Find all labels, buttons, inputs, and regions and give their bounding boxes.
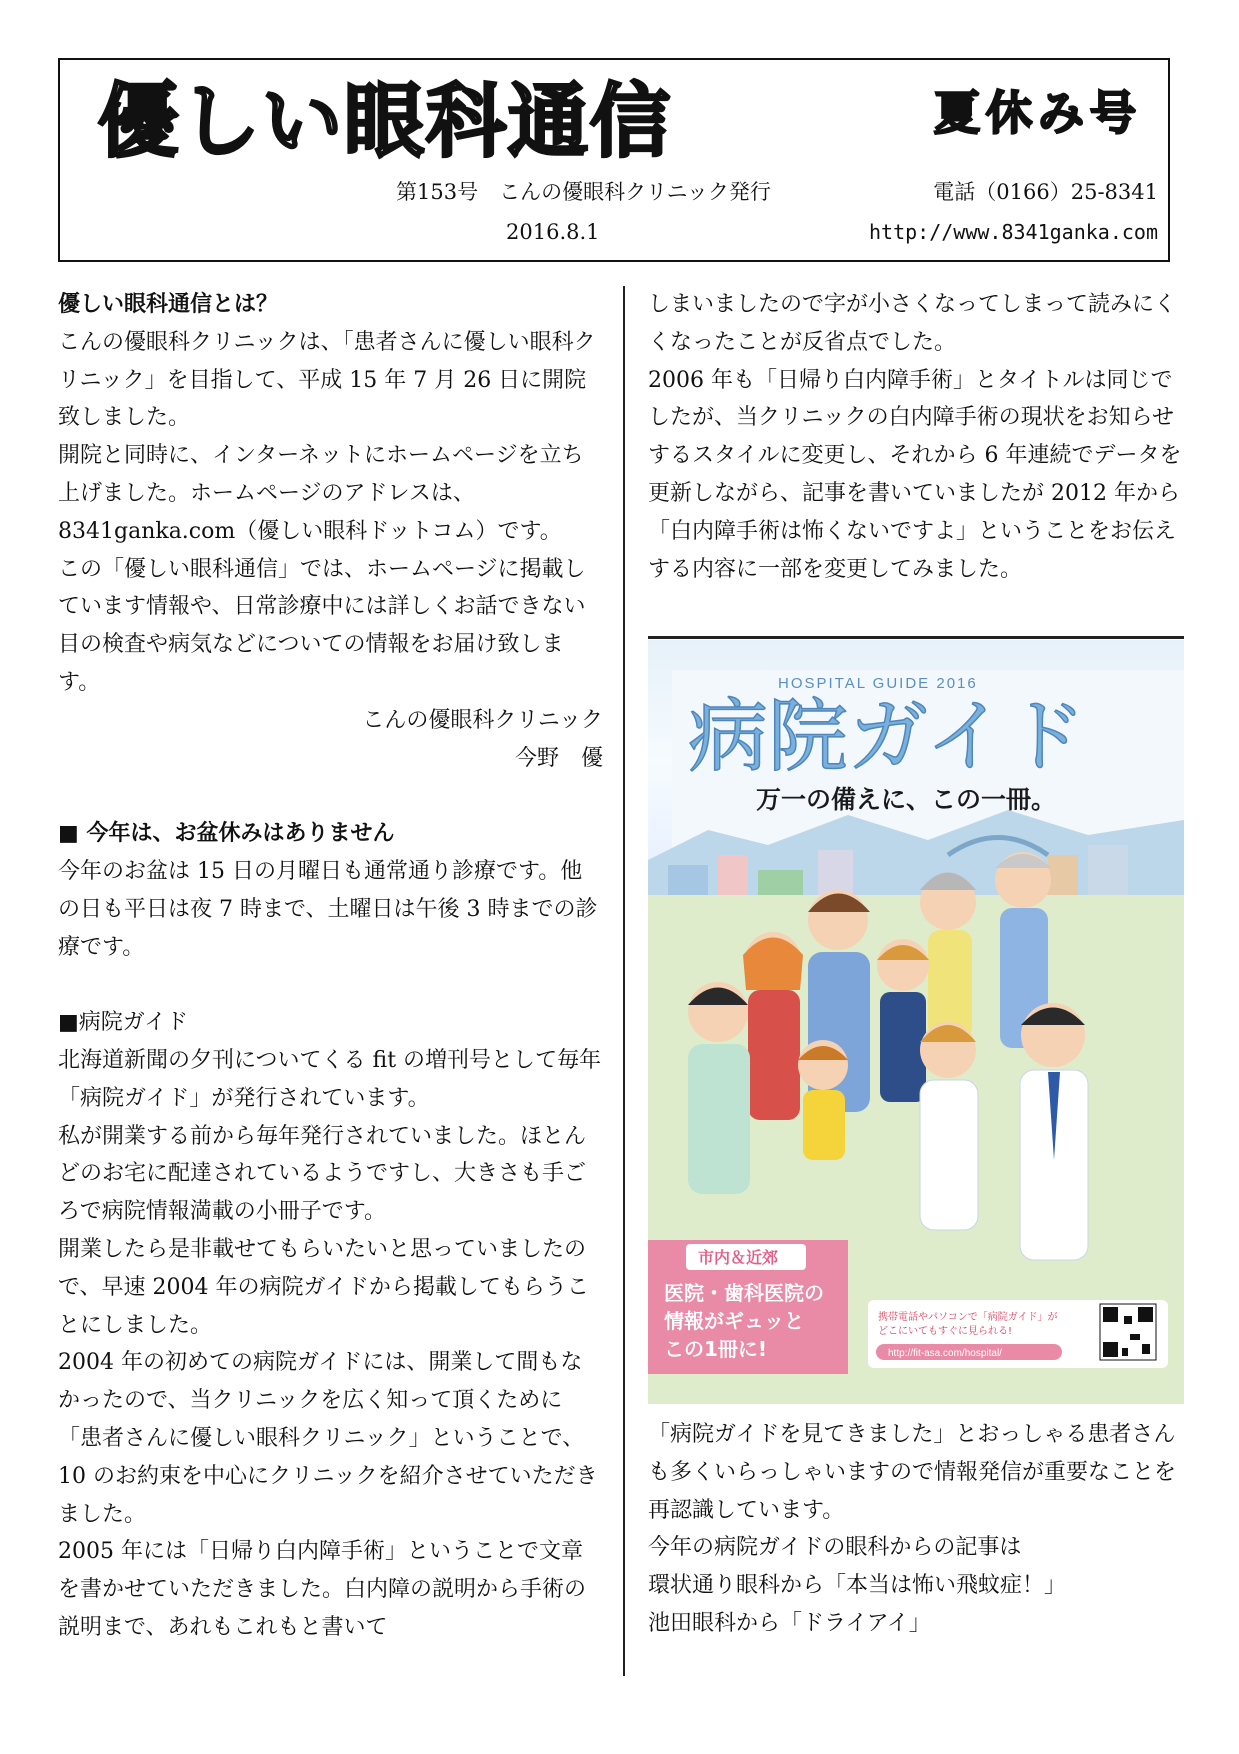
caption-line: 環状通り眼科から「本当は怖い飛蚊症！」 (648, 1573, 1067, 1599)
guide-paragraph: 2005 年には「日帰り白内障手術」ということで文章を書かせていただきました。白内障の説明から手術の説明まで、あれもこれもと書いて (58, 1539, 587, 1640)
masthead (58, 58, 1170, 262)
cover-promo-line: 情報がギュッと (664, 1309, 804, 1333)
guide-paragraph: 2004 年の初めての病院ガイドには、開業して間もなかったので、当クリニックを広く知って頂くために「患者さんに優しい眼科クリニック」ということで、10 のお約束を中心にクリニックを紹介させていただきました。 (58, 1350, 598, 1527)
cover-tagline: 万一の備えに、この一冊。 (756, 785, 1057, 814)
image-top-rule (648, 636, 1184, 639)
signature-name: 今野 優 (514, 745, 603, 771)
cover-promo-line: この1冊に! (664, 1337, 768, 1361)
cover-promo-line: 医院・歯科医院の (664, 1281, 824, 1305)
intro-paragraph: こんの優眼科クリニックは、「患者さんに優しい眼科クリニック」を目指して、平成 15 年 7 月 26 日に開院致しました。 (58, 329, 596, 431)
continued-paragraph: しまいましたので字が小さくなってしまって読みにくくなったことが反省点でした。 (648, 292, 1177, 355)
cover-photo (648, 640, 1184, 1404)
guide-paragraph: 開業したら是非載せてもらいたいと思っていましたので、早速 2004 年の病院ガイドから掲載してもらうことにしました。 (58, 1236, 589, 1338)
signature-clinic: こんの優眼科クリニック (362, 707, 603, 733)
guide-paragraph: 私が開業する前から毎年発行されていました。ほとんどのお宅に配達されているようですし、大きさも手ごろで病院情報満載の小冊子です。 (58, 1123, 587, 1225)
guide-paragraph: 北海道新聞の夕刊についてくる fit の増刊号として毎年「病院ガイド」が発行されています。 (58, 1047, 602, 1111)
left-column (58, 286, 603, 1647)
hospital-guide-cover (648, 636, 1184, 1404)
issue-name: 夏休み号 (934, 86, 1142, 140)
issue-date: 2016.8.1 (506, 220, 600, 244)
guide-heading: ■病院ガイド (58, 1010, 189, 1036)
cover-phone-note: どこにいてもすぐに見られる! (878, 1326, 1013, 1337)
caption-line: 今年の病院ガイドの眼科からの記事は (648, 1535, 1022, 1561)
qr-code-icon (1100, 1304, 1156, 1360)
phone-number: 電話（0166）25-8341 (933, 180, 1158, 204)
intro-paragraph: この「優しい眼科通信」では、ホームページに掲載しています情報や、日常診療中には詳しくお話できない目の検査や病気などについての情報をお届け致します。 (58, 556, 586, 695)
obon-heading: ■ 今年は、お盆休みはありません (58, 820, 395, 847)
website-url: http://www.8341ganka.com (869, 220, 1158, 244)
cover-url: http://fit-asa.com/hospital/ (888, 1348, 1002, 1359)
cover-guide-en: HOSPITAL GUIDE 2016 (778, 675, 978, 692)
newsletter-title: 優しい眼科通信 (98, 75, 672, 168)
cover-badge: 市内＆近郊 (698, 1248, 779, 1267)
caption-line: 「病院ガイドを見てきました」とおっしゃる患者さんも多くいらっしゃいますので情報発信が重要なことを再認識しています。 (648, 1422, 1177, 1523)
cover-phone-note: 携帯電話やパソコンで「病院ガイド」が (878, 1312, 1058, 1323)
continued-paragraph: 2006 年も「日帰り白内障手術」とタイトルは同じでしたが、当クリニックの白内障手術の現状をお知らせするスタイルに変更し、それから 6 年連続でデータを更新しながら、記事を書いていましたが 2012 年から「白内障手術は怖くないですよ」ということをお伝えする内容に一部を変更してみました。 (648, 367, 1182, 582)
image-caption (648, 1416, 1188, 1643)
right-column (648, 286, 1188, 588)
column-divider (623, 286, 625, 1676)
intro-heading: 優しい眼科通信とは？ (58, 291, 279, 317)
obon-text: 今年のお盆は 15 日の月曜日も通常通り診療です。他の日も平日は夜 7 時まで、土曜日は午後 3 時までの診療です。 (58, 858, 598, 960)
cover-guide-title: 病院ガイド (688, 690, 1086, 783)
issue-number: 第153号 こんの優眼科クリニック発行 (396, 180, 771, 204)
intro-paragraph: 開院と同時に、インターネットにホームページを立ち上げました。ホームページのアドレスは、8341ganka.com（優しい眼科ドットコム）です。 (58, 443, 584, 544)
caption-line: 池田眼科から「ドライアイ」 (648, 1610, 931, 1636)
